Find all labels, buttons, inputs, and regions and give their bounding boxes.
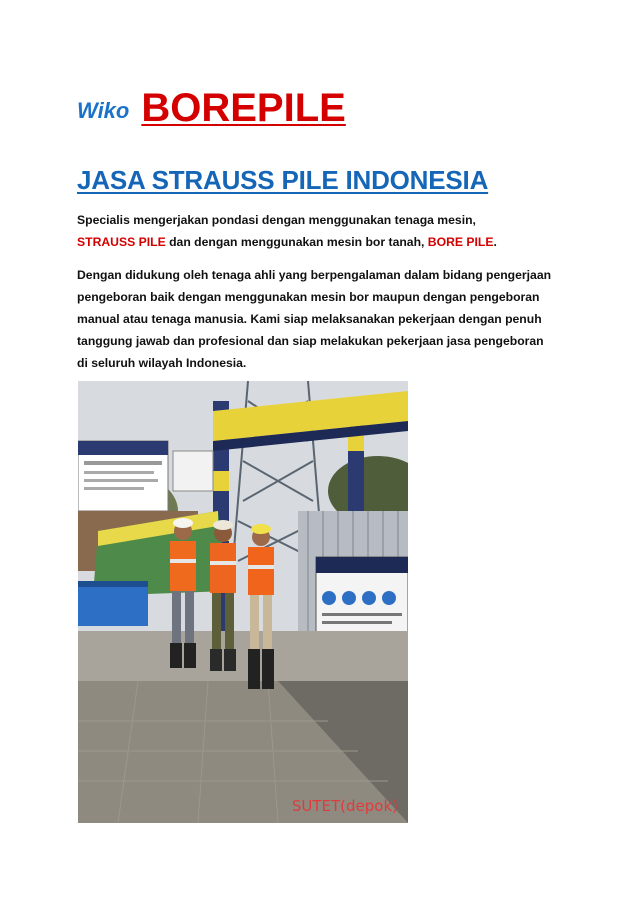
site-photo [78, 381, 408, 823]
brand-main: BOREPILE [141, 86, 346, 130]
bore-pile-highlight: BORE PILE [427, 235, 494, 249]
brand-prefix: Wiko [77, 98, 130, 123]
body-paragraph: Dengan didukung oleh tenaga ahli yang berpengalaman dalam bidang pengerjaan pengeboran baik dengan menggunakan mesin bor maupun dengan pengeboran manual atau tenaga manusia. Kami siap melaksanakan pekerjaan dengan penuh tanggung jawab dan profesional dan siap melakukan pekerjaan jasa pengeboran di seluruh wilayah Indonesia. [77, 268, 552, 370]
photo-watermark: SUTET(depok) [291, 797, 398, 815]
strauss-pile-highlight: STRAUSS PILE [77, 235, 166, 249]
brand-title [77, 86, 346, 130]
site-photo-illustration [78, 381, 408, 823]
intro-text-3: . [493, 235, 497, 249]
intro-text-1: Specialis mengerjakan pondasi dengan menggunakan tenaga mesin, [77, 213, 476, 227]
page-subtitle: JASA STRAUSS PILE INDONESIA [77, 165, 489, 195]
intro-text-2: dan dengan menggunakan mesin bor tanah, [165, 235, 428, 249]
intro-paragraph [77, 209, 557, 253]
